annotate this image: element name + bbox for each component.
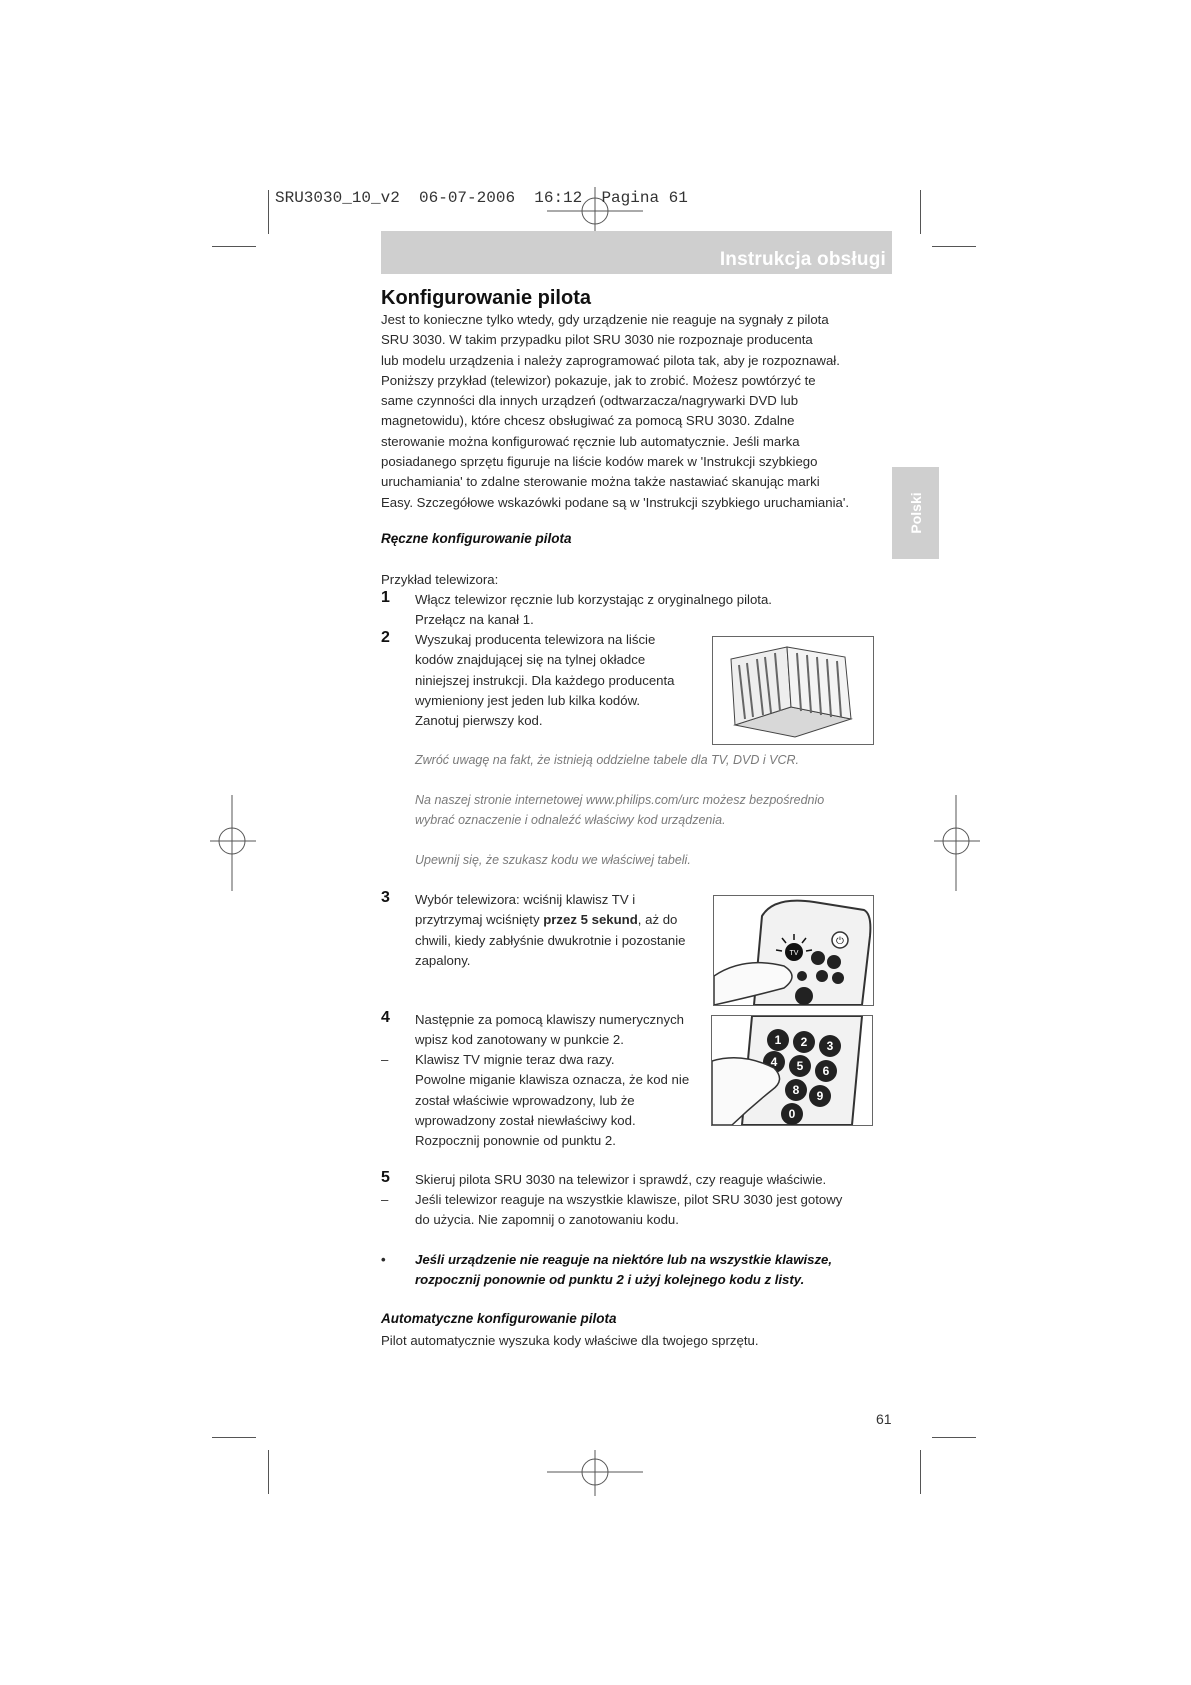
bullet-marker: • <box>381 1252 386 1267</box>
step-4-subtext <box>415 1050 689 1151</box>
step-line: wymieniony jest jeden lub kilka kodów. <box>415 692 641 708</box>
registration-mark-right <box>932 793 982 893</box>
intro-paragraph <box>381 310 881 513</box>
intro-line: Poniższy przykład (telewizor) pokazuje, jak to zrobić. Możesz powtórzyć te <box>381 372 816 388</box>
digit-key: 9 <box>816 1089 824 1103</box>
remote-hand-icon <box>714 896 873 1005</box>
step-line: Rozpocznij ponownie od punktu 2. <box>415 1133 616 1149</box>
language-tab <box>892 467 939 559</box>
crop-mark <box>932 1437 976 1438</box>
digit-key: 0 <box>788 1107 796 1121</box>
crop-mark <box>212 1437 256 1438</box>
step-2-text <box>415 630 675 731</box>
language-tab-label: Polski <box>907 492 924 534</box>
keypad-hand-icon <box>712 1016 872 1125</box>
step-number: 5 <box>381 1169 390 1186</box>
header-bar <box>381 231 892 274</box>
step-line: chwili, kiedy zabłyśnie dwukrotnie i pozostanie <box>415 932 686 948</box>
crop-mark <box>932 246 976 247</box>
crop-mark <box>920 190 921 234</box>
step-line: Powolne miganie klawisza oznacza, że kod nie <box>415 1072 690 1088</box>
step-1-text <box>415 590 772 631</box>
step-3-text <box>415 890 685 971</box>
note-text: Na naszej stronie internetowej www.philips.com/urc możesz bezpośrednio <box>415 793 825 807</box>
digit-key: 8 <box>792 1083 800 1097</box>
step-number: 3 <box>381 889 390 906</box>
page-number: 61 <box>876 1411 892 1427</box>
code-list-booklet-illustration <box>712 636 874 745</box>
step-line: Zanotuj pierwszy kod. <box>415 713 543 729</box>
step-dash: – <box>381 1192 389 1207</box>
tv-key-label: TV <box>789 950 799 957</box>
step-line: Klawisz TV mignie teraz dwa razy. <box>415 1052 615 1067</box>
remote-tv-key-illustration <box>713 895 874 1006</box>
step-line: został właściwie wprowadzony, lub że <box>415 1092 635 1108</box>
digit-key: 4 <box>770 1055 778 1069</box>
digit-key: 5 <box>796 1059 804 1073</box>
step-number: 1 <box>381 589 390 606</box>
warning-line: rozpocznij ponownie od punktu 2 i użyj kolejnego kodu z listy. <box>415 1272 805 1288</box>
step-4-text <box>415 1010 684 1051</box>
crop-mark <box>920 1450 921 1494</box>
digit-key: 2 <box>800 1035 808 1049</box>
note-text: wybrać oznaczenie i odnaleźć właściwy kod urządzenia. <box>415 813 726 827</box>
step-line: Przełącz na kanał 1. <box>415 612 534 628</box>
registration-mark-left <box>208 793 258 893</box>
step-dash: – <box>381 1052 389 1067</box>
booklet-icon <box>713 637 873 744</box>
crop-mark <box>212 246 256 247</box>
retry-warning <box>415 1250 832 1291</box>
step-line: niniejszej instrukcji. Dla każdego producenta <box>415 672 675 688</box>
header-title: Instrukcja obsługi <box>719 249 886 270</box>
auto-heading: Automatyczne konfigurowanie pilota <box>381 1311 617 1326</box>
note-text: Zwróć uwagę na fakt, że istnieją oddzielne tabele dla TV, DVD i VCR. <box>415 753 799 767</box>
intro-line: sterowanie można konfigurować ręcznie lub automatycznie. Jeśli marka <box>381 433 800 449</box>
step-line: do użycia. Nie zapomnij o zanotowaniu kodu. <box>415 1212 679 1228</box>
step-line: zapalony. <box>415 952 471 968</box>
step-text-part: przytrzymaj wciśnięty <box>415 912 544 928</box>
step-line: Następnie za pomocą klawiszy numerycznych <box>415 1012 684 1027</box>
step-line: Jeśli telewizor reaguje na wszystkie klawisze, pilot SRU 3030 jest gotowy <box>415 1192 843 1207</box>
step-5-text: Skieruj pilota SRU 3030 na telewizor i sprawdź, czy reaguje właściwie. <box>415 1172 827 1187</box>
section-title: Konfigurowanie pilota <box>381 287 591 309</box>
step-line: wprowadzony został niewłaściwy kod. <box>415 1112 636 1128</box>
intro-line: Easy. Szczegółowe wskazówki podane są w 'Instrukcji szybkiego uruchamiania'. <box>381 494 850 510</box>
step-line: kodów znajdującej się na tylnej okładce <box>415 652 646 668</box>
intro-line: Jest to konieczne tylko wtedy, gdy urządzenie nie reaguje na sygnały z pilota <box>381 312 829 327</box>
step-line: Wybór telewizora: wciśnij klawisz TV i <box>415 892 636 907</box>
intro-line: lub modelu urządzenia i należy zaprogramować pilota tak, aby je rozpoznawał. <box>381 352 840 368</box>
manual-heading: Ręczne konfigurowanie pilota <box>381 531 572 546</box>
crop-mark <box>268 190 269 234</box>
registration-mark-bottom <box>545 1448 645 1498</box>
digit-key: 6 <box>822 1064 830 1078</box>
step-line: wpisz kod zanotowany w punkcie 2. <box>415 1032 624 1048</box>
intro-line: magnetowidu), które chcesz obsługiwać za pomocą SRU 3030. Zdalne <box>381 413 795 429</box>
step-line: Włącz telewizor ręcznie lub korzystając z oryginalnego pilota. <box>415 592 772 607</box>
step-text-bold: przez 5 sekund <box>543 912 638 928</box>
step-number: 4 <box>381 1009 390 1026</box>
crop-mark <box>268 1450 269 1494</box>
auto-text: Pilot automatycznie wyszuka kody właściwe dla twojego sprzętu. <box>381 1333 759 1348</box>
intro-line: SRU 3030. W takim przypadku pilot SRU 3030 nie rozpoznaje producenta <box>381 332 813 348</box>
digit-key: 3 <box>826 1039 834 1053</box>
intro-line: posiadanego sprzętu figuruje na liście kodów marek w 'Instrukcji szybkiego <box>381 454 818 470</box>
power-key-label: ⏻ <box>836 936 844 947</box>
intro-line: uruchamiania' to zdalne sterowanie można także nastawiać skanując marki <box>381 474 820 490</box>
example-label: Przykład telewizora: <box>381 572 499 587</box>
step-line: Wyszukaj producenta telewizora na liście <box>415 632 656 647</box>
note-text: Upewnij się, że szukasz kodu we właściwej tabeli. <box>415 853 691 867</box>
digit-key: 1 <box>774 1033 782 1047</box>
numeric-keypad-illustration <box>711 1015 873 1126</box>
step-line <box>415 910 685 930</box>
step-number: 2 <box>381 629 390 646</box>
intro-line: same czynności dla innych urządzeń (odtwarzacza/nagrywarki DVD lub <box>381 393 799 409</box>
step-5-subtext <box>415 1190 842 1231</box>
step-text-part: , aż do <box>637 912 678 928</box>
warning-line: Jeśli urządzenie nie reaguje na niektóre lub na wszystkie klawisze, <box>415 1252 833 1267</box>
print-slug: SRU3030_10_v2 06-07-2006 16:12 Pagina 61 <box>275 189 688 207</box>
